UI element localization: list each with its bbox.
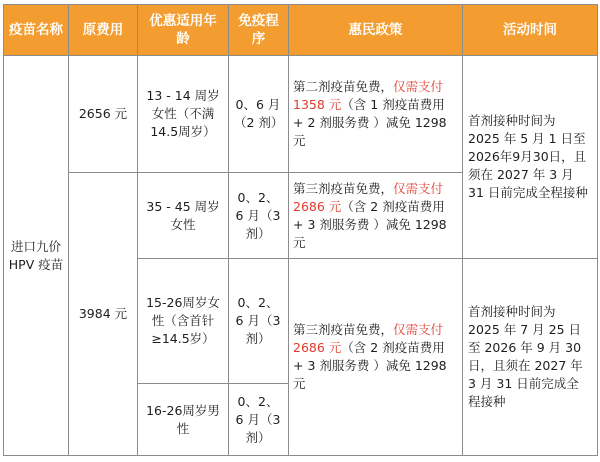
eligible-age-cell: 15-26周岁女性（含首针≥14.5岁） [138,259,229,384]
hpv-vaccine-policy-table [3,4,598,456]
vaccine-name-cell: 进口九价HPV 疫苗 [4,56,69,456]
header-original-cost: 原费用 [69,5,138,56]
header-policy: 惠民政策 [289,5,463,56]
policy-text: （含 1 剂疫苗费用 + 2 剂服务费 ）减免 1298 元 [293,97,447,148]
policy-text: 第三剂疫苗免费， [293,322,394,337]
policy-cell [289,259,463,456]
activity-time-cell: 首剂接种时间为 2025 年 7 月 25 日至 2026 年 9 月 30 日，且须在 2027 年 3 月 31 日前完成全程接种 [463,259,598,456]
schedule-cell: 0、2、6 月（3 剂） [229,384,289,456]
policy-text: （含 2 剂疫苗费用 + 3 剂服务费 ）减免 1298 元 [293,340,447,391]
policy-highlight: 仅需支付2686 元 [293,322,444,355]
policy-text: 第二剂疫苗免费， [293,79,394,94]
header-eligible-age: 优惠适用年龄 [138,5,229,56]
schedule-cell: 0、6 月（2 剂） [229,56,289,173]
policy-highlight: 仅需支付2686 元 [293,180,444,214]
activity-time-cell: 首剂接种时间为 2025 年 5 月 1 日至 2026年9月30日，且须在 2027 年 3 月 31 日前完成全程接种 [463,56,598,259]
header-vaccine-name: 疫苗名称 [4,5,69,56]
header-row [4,5,598,56]
policy-cell [289,56,463,173]
schedule-cell: 0、2、6 月（3 剂） [229,173,289,259]
policy-highlight: 仅需支付1358 元 [293,79,444,112]
policy-text: （含 2 剂疫苗费用 + 3 剂服务费 ）减免 1298 元 [293,198,447,250]
table-row [4,56,598,173]
eligible-age-cell: 13 - 14 周岁女性（不满14.5周岁） [138,56,229,173]
header-schedule: 免疫程序 [229,5,289,56]
policy-cell [289,173,463,259]
original-cost-cell: 3984 元 [69,173,138,456]
original-cost-cell: 2656 元 [69,56,138,173]
eligible-age-cell: 16-26周岁男性 [138,384,229,456]
eligible-age-cell: 35 - 45 周岁女性 [138,173,229,259]
policy-text: 第三剂疫苗免费， [293,180,394,196]
schedule-cell: 0、2、6 月（3 剂） [229,259,289,384]
header-activity-time: 活动时间 [463,5,598,56]
